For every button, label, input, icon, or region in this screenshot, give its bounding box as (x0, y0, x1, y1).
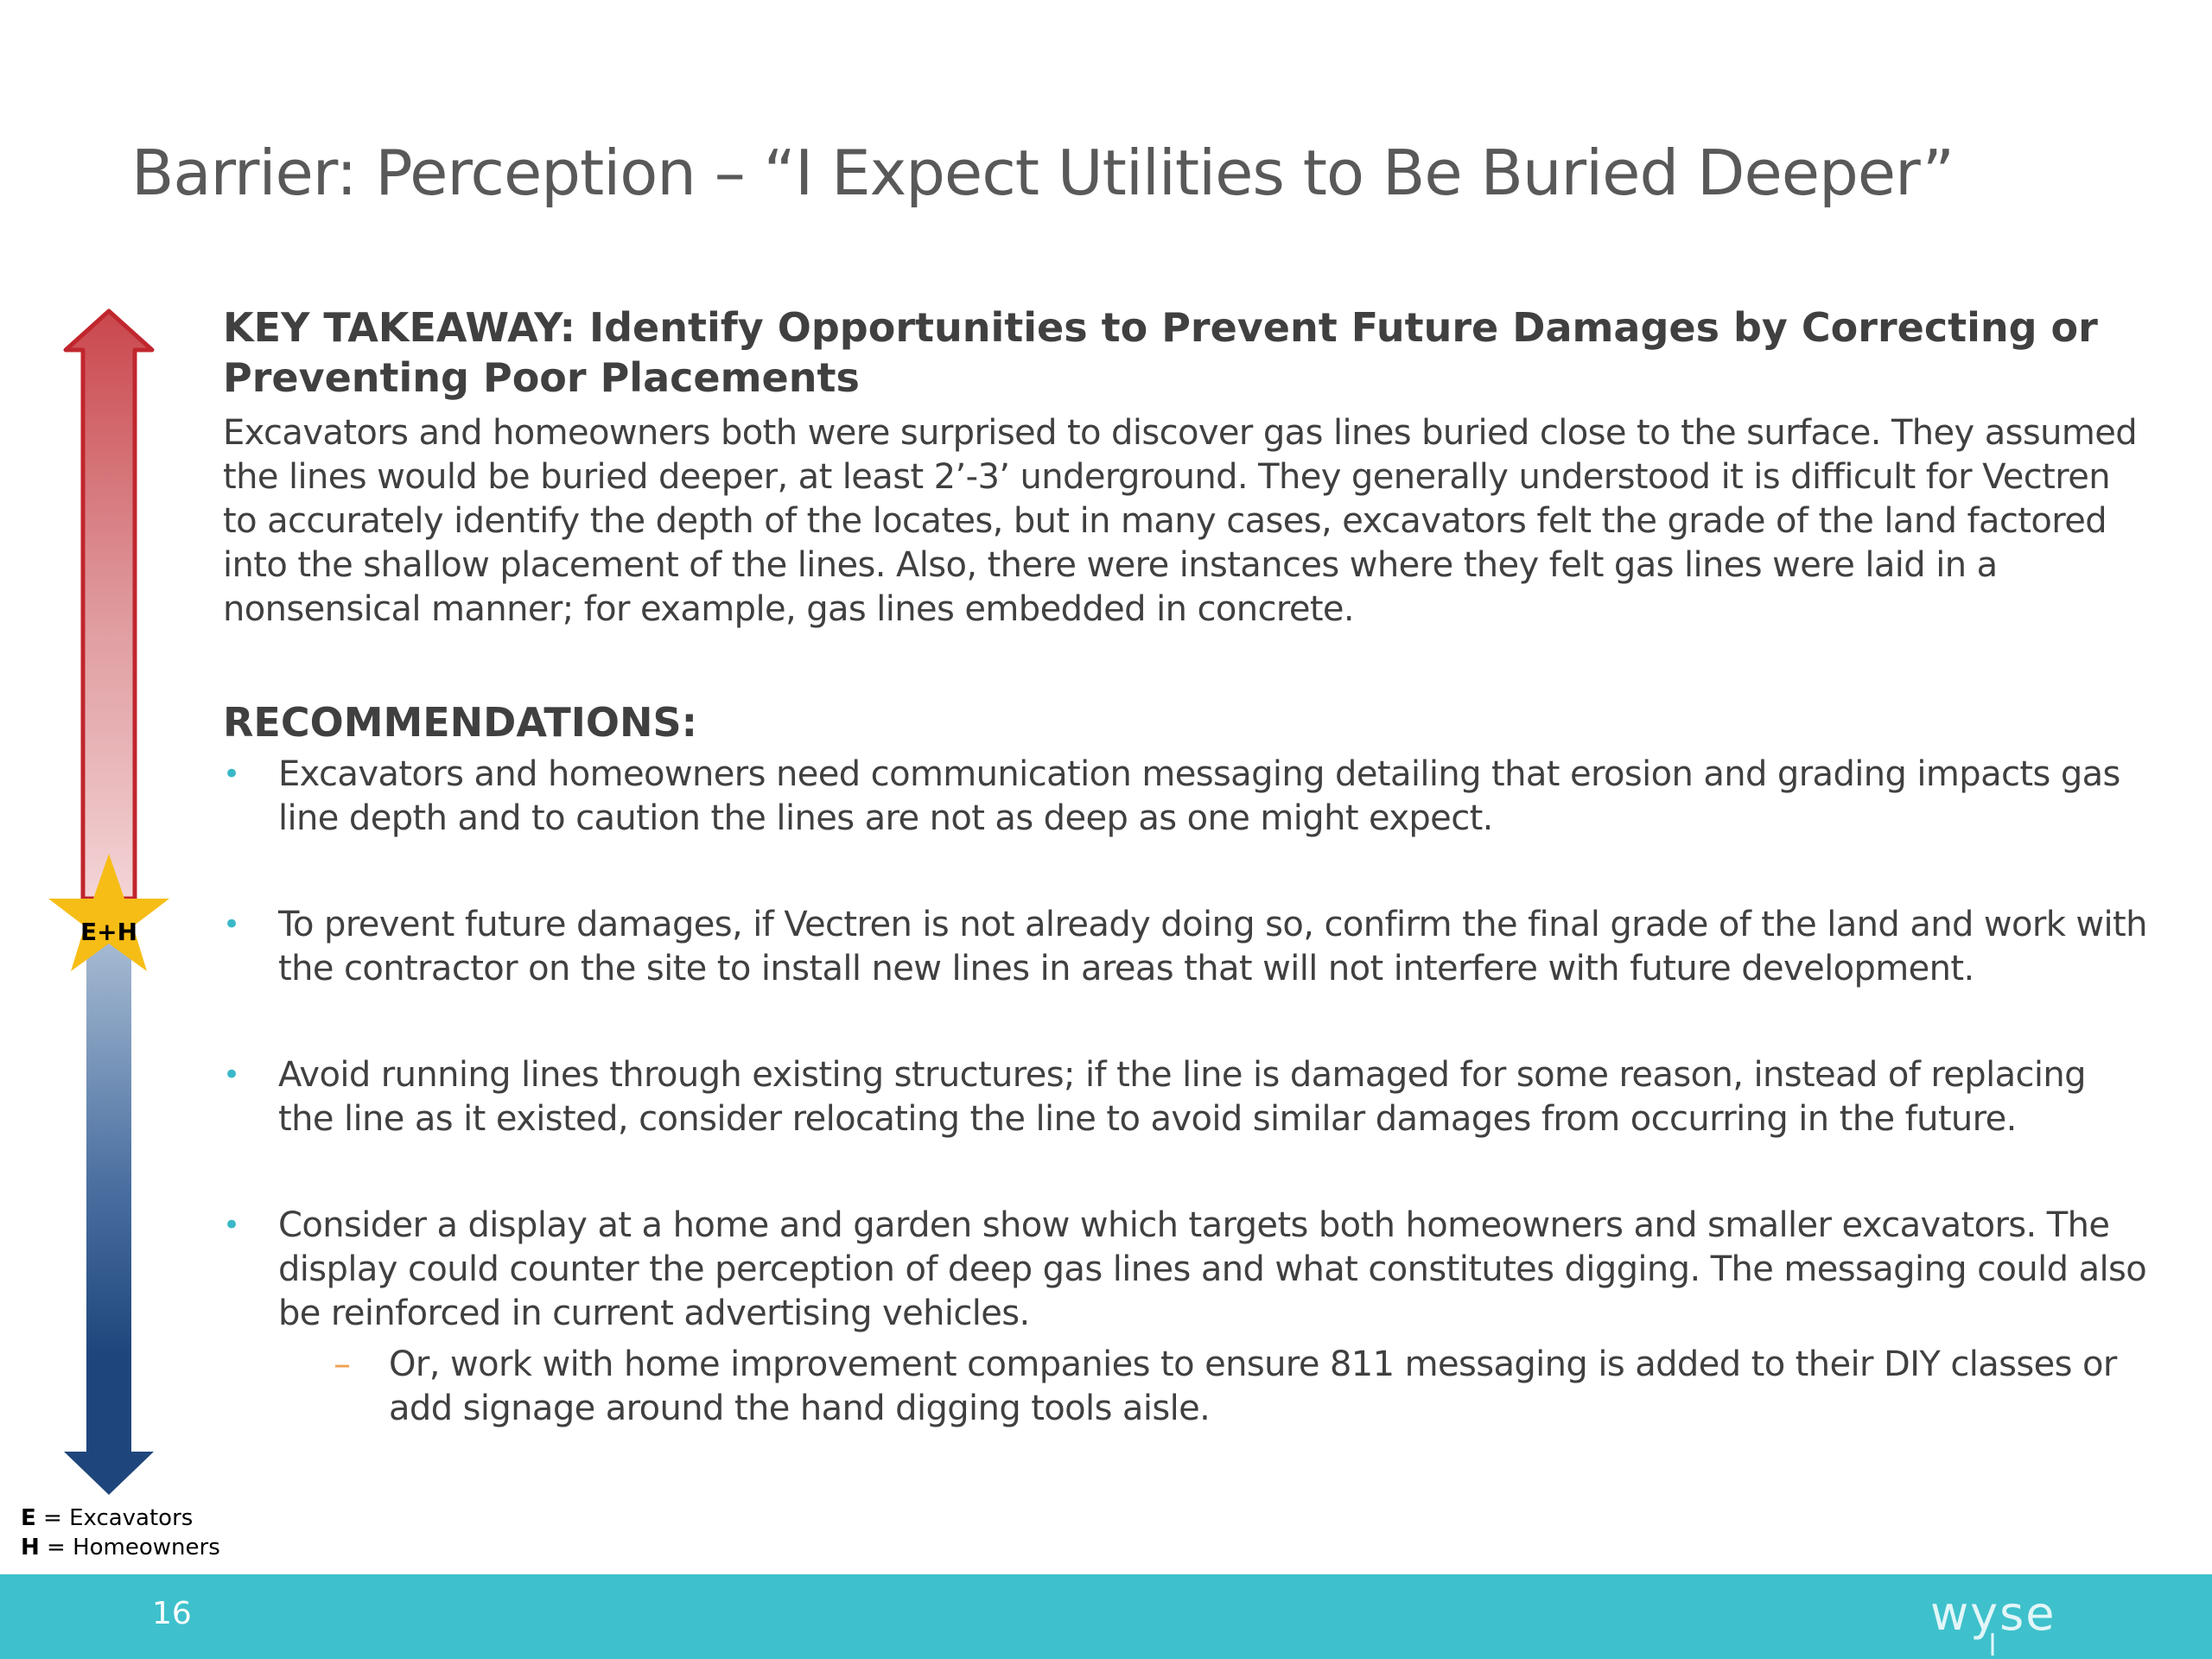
list-item (223, 753, 2150, 841)
sub-list (278, 1343, 2150, 1431)
legend-excavators (21, 1503, 220, 1533)
key-takeaway-heading: KEY TAKEAWAY: Identify Opportunities to Prevent Future Damages by Correcting or Preventing Poor Placements (223, 304, 2098, 401)
footer-bar (0, 1574, 2212, 1659)
legend-homeowners (21, 1533, 220, 1562)
sub-list-item (334, 1343, 2150, 1431)
star-marker-label: E+H (79, 918, 138, 946)
bullet-icon: • (223, 757, 240, 791)
slide-content (223, 302, 2150, 1431)
recommendations-list (223, 753, 2150, 1431)
perception-scale-arrow (26, 302, 199, 1503)
legend-label: = Homeowners (39, 1535, 220, 1560)
bullet-icon: • (223, 1058, 240, 1092)
legend-label: = Excavators (35, 1505, 194, 1531)
sub-recommendation-text: Or, work with home improvement companies to ensure 811 messaging is added to their DIY classes or add signage around the hand digging tools aisle. (389, 1344, 2117, 1428)
svg-text:wyse: wyse (1930, 1586, 2056, 1641)
wyse-logo (1929, 1580, 2075, 1657)
scale-bottom-blue-arrow (64, 933, 154, 1495)
recommendations-heading: RECOMMENDATIONS: (223, 699, 698, 746)
bullet-icon: • (223, 1208, 240, 1243)
slide-title: Barrier: Perception – “I Expect Utilities to Be Buried Deeper” (131, 137, 1955, 209)
recommendation-text: To prevent future damages, if Vectren is not already doing so, confirm the final grade of the land and work with the contractor on the site to install new lines in areas that will not interfere with future development. (278, 905, 2147, 988)
key-takeaway-body: Excavators and homeowners both were surprised to discover gas lines buried close to the surface. They assumed the lines would be buried deeper, at least 2’-3’ underground. They generally understood it is difficult for Vectren to accurately identify the depth of the locates, but in many cases, excavators felt the grade of the land factored into the shallow placement of the lines. Also, there were instances where they felt gas lines were laid in a nonsensical manner; for example, gas lines embedded in concrete. (223, 413, 2138, 629)
recommendation-text: Avoid running lines through existing structures; if the line is damaged for some reason, instead of replacing the line as it existed, consider relocating the line to avoid similar damages from occurring in the future. (278, 1055, 2086, 1139)
list-item (223, 1053, 2150, 1141)
recommendation-text: Consider a display at a home and garden show which targets both homeowners and smaller excavators. The display could counter the perception of deep gas lines and what constitutes digging. The messaging could also be reinforced in current advertising vehicles. (278, 1205, 2147, 1333)
recommendation-text: Excavators and homeowners need communication messaging detailing that erosion and grading impacts gas line depth and to caution the lines are not as deep as one might expect. (278, 754, 2120, 838)
dash-icon: – (334, 1344, 351, 1384)
bullet-icon: • (223, 907, 240, 942)
legend-key: E (21, 1505, 36, 1531)
page-number: 16 (152, 1596, 192, 1631)
list-item (223, 1204, 2150, 1431)
legend-key: H (21, 1535, 40, 1560)
scale-top-red-arrow (66, 311, 152, 899)
legend (21, 1503, 220, 1562)
list-item (223, 903, 2150, 991)
